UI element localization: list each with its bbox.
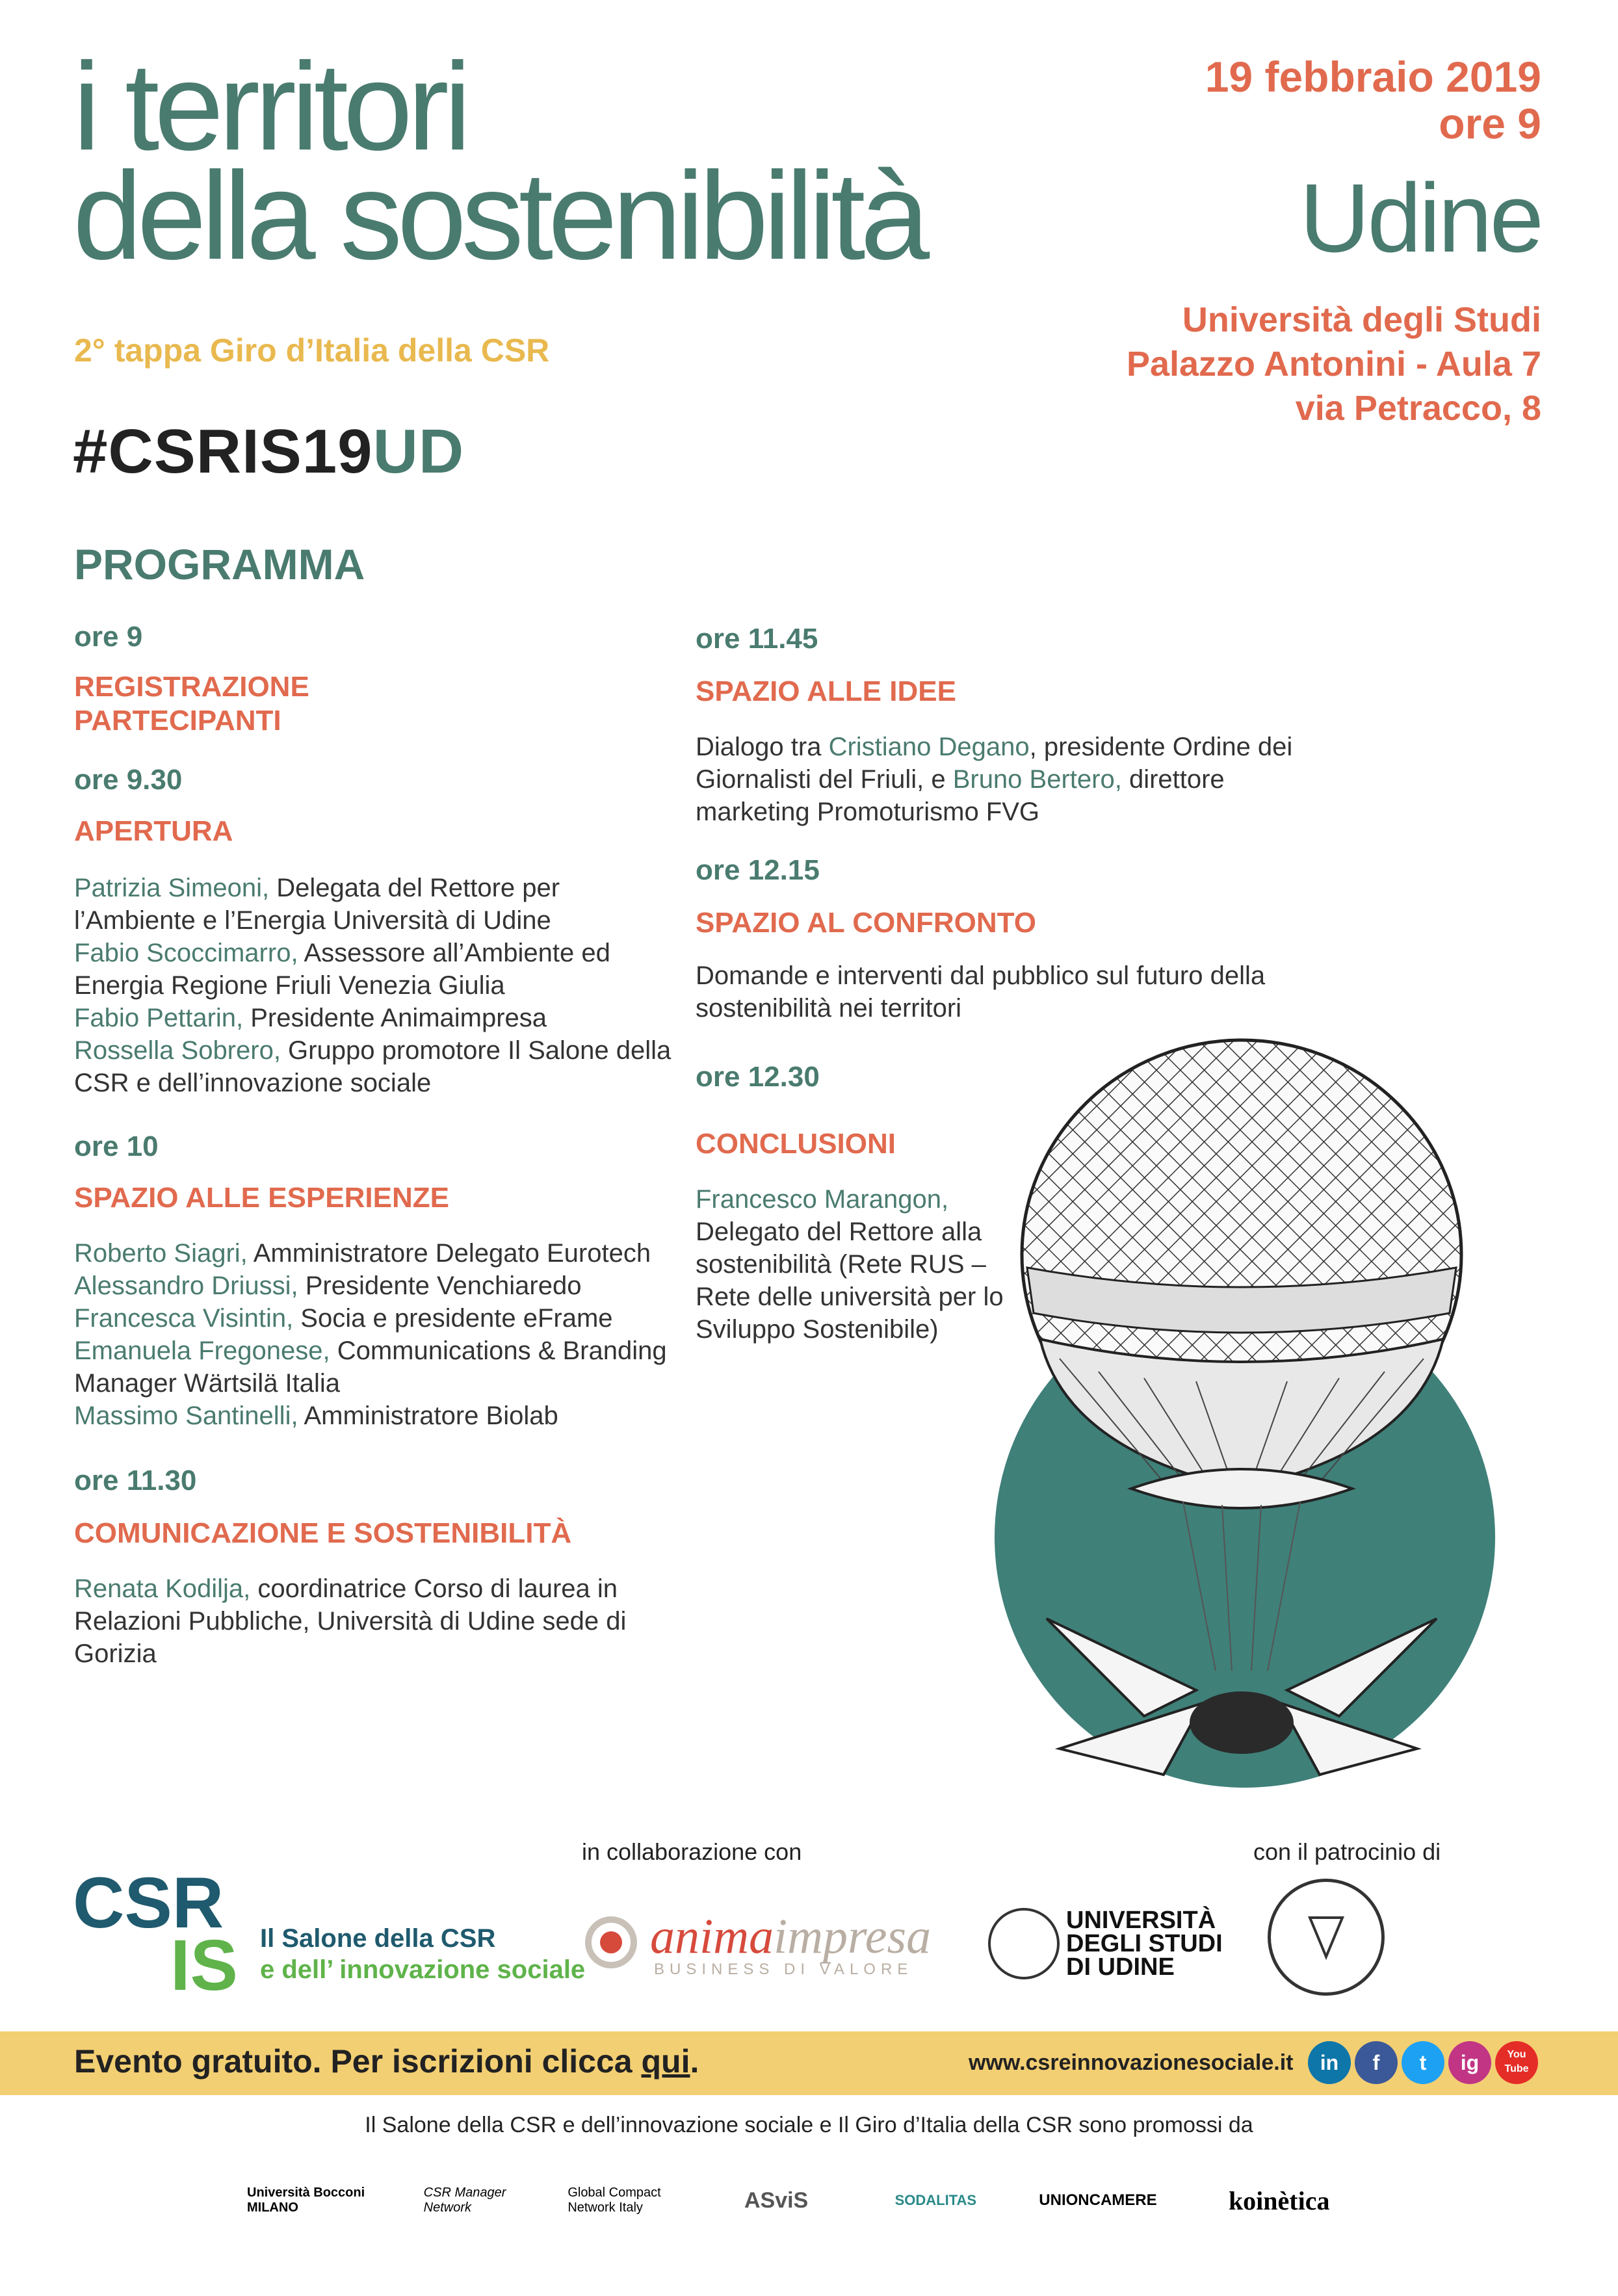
hashtag-suffix: UD — [372, 417, 465, 486]
time-0900: ore 9 — [74, 621, 143, 653]
registration-cta: Evento gratuito. Per iscrizioni clicca qui. — [74, 2043, 699, 2080]
salone-logo-text: Il Salone della CSR e dell’ innovazione sociale — [260, 1924, 586, 1984]
comunicazione-speakers — [74, 1572, 672, 1670]
program-left-column — [74, 621, 672, 1670]
website-link[interactable]: www.csreinnovazionesociale.it — [969, 2050, 1294, 2075]
section-conclusioni: CONCLUSIONI — [696, 1128, 896, 1160]
speaker: Francesca Visintin, Socia e presidente eFrame — [74, 1304, 613, 1333]
unioncamere-logo[interactable]: UNIONCAMERE — [1039, 2191, 1157, 2209]
csr-manager-network-logo[interactable]: CSR Manager Network — [423, 2185, 506, 2215]
speaker: Massimo Santinelli, Amministratore Biolab — [74, 1402, 558, 1430]
date-text: 19 febbraio 2019 — [1205, 53, 1541, 101]
hashtag — [73, 416, 464, 488]
section-comunicazione: COMUNICAZIONE E SOSTENIBILITÀ — [74, 1517, 572, 1549]
global-compact-logo[interactable]: Global Compact Network Italy — [568, 2185, 661, 2215]
section-apertura: APERTURA — [74, 815, 233, 847]
speaker: Rossella Sobrero, Gruppo promotore Il Salone della CSR e dell’innovazione sociale — [74, 1036, 672, 1097]
csr-logo-text: CSR — [73, 1863, 224, 1943]
facebook-icon[interactable]: f — [1355, 2041, 1398, 2084]
title-line-2: della sostenibilità — [73, 146, 925, 285]
csris-logo[interactable] — [73, 1863, 238, 2005]
apertura-speakers — [74, 872, 672, 1099]
time-1145: ore 11.45 — [696, 623, 818, 655]
patronage-label: con il patrocinio di — [1253, 1838, 1441, 1865]
subtitle: 2° tappa Giro d’Italia della CSR — [74, 332, 550, 369]
venue-line-2: Palazzo Antonini - Aula 7 — [1126, 345, 1541, 384]
speaker: Roberto Siagri, Amministratore Delegato Eurotech — [74, 1239, 651, 1268]
speaker: Alessandro Driussi, Presidente Venchiaredo — [74, 1272, 582, 1300]
ordine-giornalisti-seal-icon — [1268, 1879, 1385, 1996]
section-confronto: SPAZIO AL CONFRONTO — [696, 907, 1036, 939]
time-1215: ore 12.15 — [696, 854, 820, 886]
instagram-icon[interactable]: ig — [1448, 2041, 1491, 2084]
sodalitas-logo[interactable]: SODALITAS — [894, 2192, 977, 2208]
animaimpresa-tagline: BUSINESS DI VALORE — [654, 1961, 913, 1978]
esperienze-speakers — [74, 1237, 672, 1432]
uniud-seal-icon — [988, 1908, 1060, 1979]
event-title — [73, 36, 925, 285]
time-1230: ore 12.30 — [696, 1061, 820, 1093]
venue-line-3: via Petracco, 8 — [1295, 389, 1541, 428]
hot-air-balloon-illustration — [1001, 1034, 1482, 1801]
title-line-1: i territori — [73, 36, 467, 176]
confronto-text: Domande e interventi dal pubblico sul futuro della sostenibilità nei territori — [696, 961, 1266, 1023]
promoters-label: Il Salone della CSR e dell’innovazione sociale e Il Giro d’Italia della CSR sono promossi da — [365, 2113, 1253, 2137]
speaker: Fabio Scoccimarro, Assessore all’Ambiente ed Energia Regione Friuli Venezia Giulia — [74, 939, 610, 1000]
venue — [1127, 298, 1541, 430]
registration-link[interactable]: qui — [641, 2043, 690, 2080]
time-1130: ore 11.30 — [74, 1465, 197, 1496]
hashtag-main: #CSRIS19 — [73, 417, 373, 486]
time-1000: ore 10 — [74, 1130, 159, 1162]
speaker: Fabio Pettarin, Presidente Animaimpresa — [74, 1004, 547, 1032]
speaker: Patrizia Simeoni, Delegata del Rettore per l’Ambiente e l’Energia Università di Udine — [74, 874, 560, 935]
animaimpresa-logo[interactable]: animaimpresa — [650, 1909, 932, 1964]
speaker: Renata Kodilja, coordinatrice Corso di laurea in Relazioni Pubbliche, Università di Udine sede di Gorizia — [74, 1574, 627, 1668]
time-0930: ore 9.30 — [74, 764, 183, 796]
speaker: Emanuela Fregonese, Communications & Branding Manager Wärtsilä Italia — [74, 1337, 667, 1398]
section-idee: SPAZIO ALLE IDEE — [696, 675, 956, 707]
city: Udine — [1299, 163, 1541, 272]
section-registrazione: REGISTRAZIONE PARTECIPANTI — [74, 671, 309, 737]
animaimpresa-icon — [585, 1916, 637, 1968]
twitter-icon[interactable]: t — [1402, 2041, 1444, 2084]
time-text: ore 9 — [1439, 99, 1541, 148]
sponsor-row — [247, 2165, 1352, 2236]
asvis-logo[interactable]: ASviS — [744, 2187, 809, 2213]
koinetica-logo[interactable]: koinètica — [1228, 2185, 1330, 2215]
program-heading: PROGRAMMA — [74, 540, 365, 588]
collab-label: in collaborazione con — [582, 1838, 802, 1865]
is-logo-text: IS — [170, 1925, 238, 2005]
event-date — [1205, 53, 1541, 147]
uniud-logo[interactable]: UNIVERSITÀ DEGLI STUDI DI UDINE — [1066, 1907, 1223, 1981]
bocconi-logo[interactable]: Università Bocconi MILANO — [247, 2185, 365, 2215]
venue-line-1: Università degli Studi — [1182, 300, 1541, 339]
idee-text: Dialogo tra Cristiano Degano, presidente Ordine dei Giornalisti del Friuli, e Bruno Bertero, direttore marketing Promoturismo FVG — [696, 733, 1293, 826]
section-esperienze: SPAZIO ALLE ESPERIENZE — [74, 1182, 449, 1214]
conclusioni-text: Francesco Marangon, Delegato del Rettore alla sostenibilità (Rete RUS – Rete delle università per lo Sviluppo Sostenibile) — [696, 1185, 1004, 1344]
youtube-icon[interactable]: You Tube — [1495, 2041, 1538, 2084]
linkedin-icon[interactable]: in — [1308, 2041, 1351, 2084]
